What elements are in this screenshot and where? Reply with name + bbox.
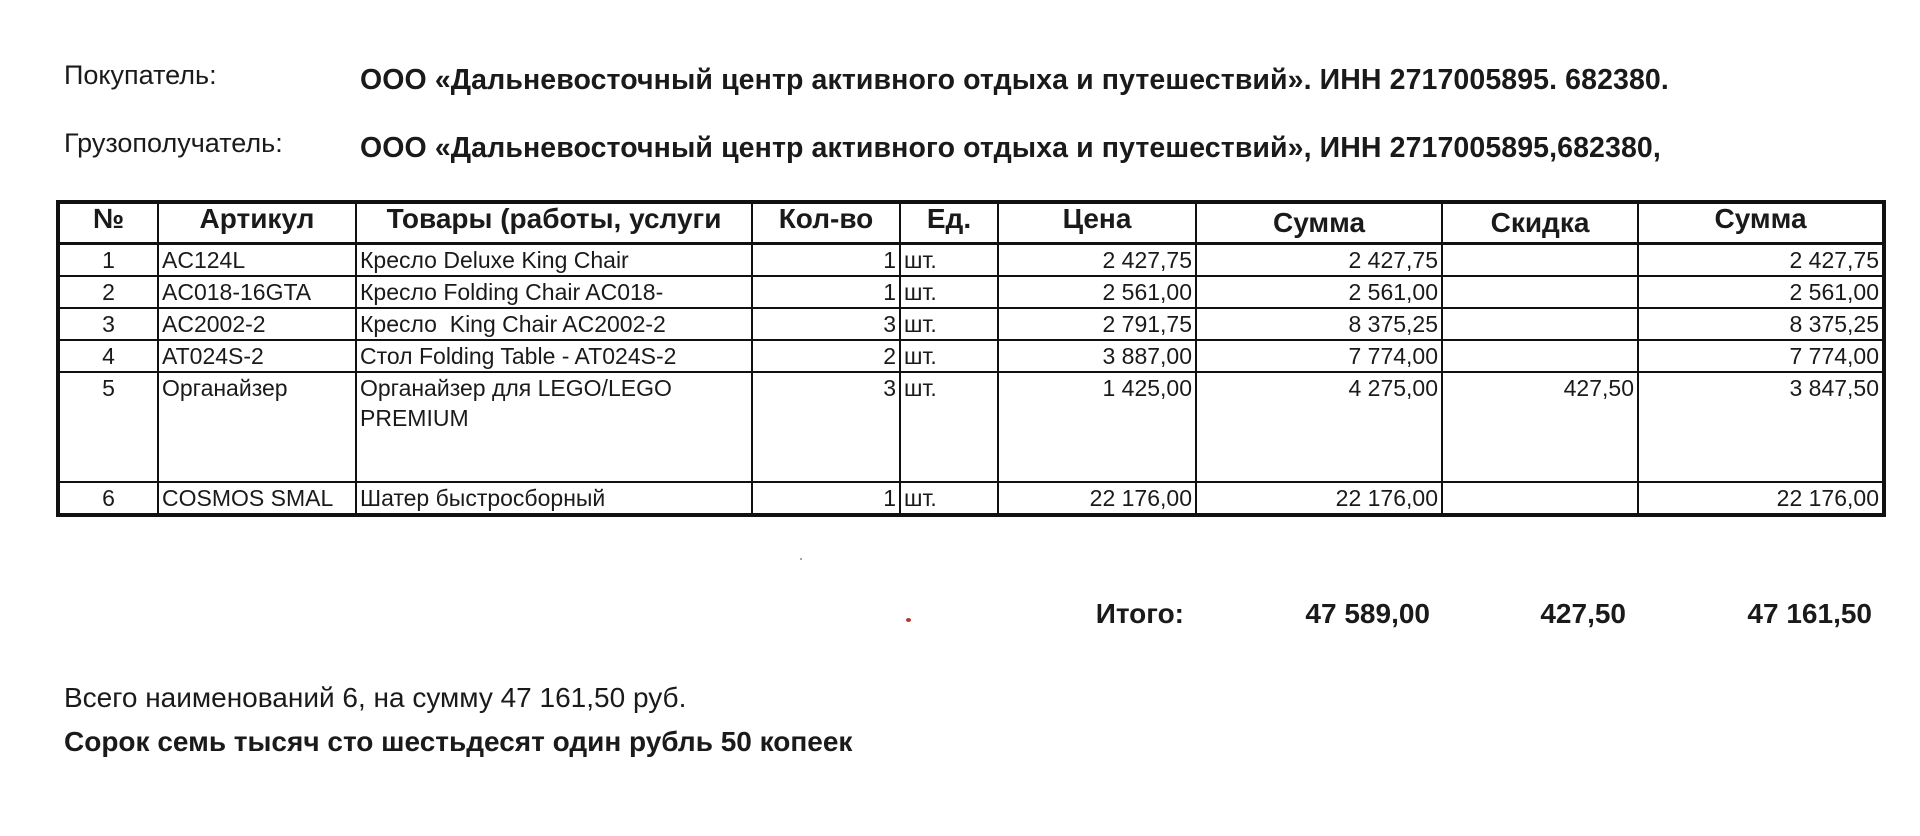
cell-discount: [1442, 340, 1638, 372]
cell-sum: 7 774,00: [1196, 340, 1442, 372]
cell-discount: [1442, 308, 1638, 340]
cell-price: 1 425,00: [998, 372, 1196, 482]
header-quantity: Кол-во: [752, 202, 900, 244]
cell-goods: Органайзер для LEGO/LEGO PREMIUM: [356, 372, 752, 482]
cell-price: 2 791,75: [998, 308, 1196, 340]
cell-price: 2 561,00: [998, 276, 1196, 308]
totals-row: [0, 598, 1920, 638]
header-article: Артикул: [158, 202, 356, 244]
cell-quantity: 1: [752, 276, 900, 308]
table-row: [58, 372, 1884, 482]
table-row: [58, 276, 1884, 308]
cell-number: 4: [58, 340, 158, 372]
consignee-value: ООО «Дальневосточный центр активного отдыха и путешествий», ИНН 2717005895,682380,: [360, 132, 1661, 164]
cell-number: 2: [58, 276, 158, 308]
cell-article: AC2002-2: [158, 308, 356, 340]
consignee-label: Грузополучатель:: [64, 128, 283, 158]
invoice-table: [56, 200, 1886, 517]
cell-article: COSMOS SMAL: [158, 482, 356, 515]
buyer-label: Покупатель:: [64, 60, 217, 90]
cell-sum: 4 275,00: [1196, 372, 1442, 482]
cell-sum: 2 427,75: [1196, 244, 1442, 277]
cell-goods: Шатер быстросборный: [356, 482, 752, 515]
cell-number: 5: [58, 372, 158, 482]
cell-unit: шт.: [900, 308, 998, 340]
cell-total: 3 847,50: [1638, 372, 1884, 482]
cell-article: AC124L: [158, 244, 356, 277]
header-sum: Сумма: [1196, 202, 1442, 244]
cell-quantity: 3: [752, 372, 900, 482]
header-number: №: [58, 202, 158, 244]
table-row: [58, 482, 1884, 515]
scan-speck: [906, 618, 911, 622]
cell-quantity: 3: [752, 308, 900, 340]
scan-speck: [800, 558, 802, 560]
cell-article: Органайзер: [158, 372, 356, 482]
cell-goods: Кресло Deluxe King Chair: [356, 244, 752, 277]
totals-label: Итого:: [1095, 598, 1184, 629]
header-goods: Товары (работы, услуги: [356, 202, 752, 244]
cell-quantity: 2: [752, 340, 900, 372]
cell-unit: шт.: [900, 340, 998, 372]
cell-number: 1: [58, 244, 158, 277]
cell-unit: шт.: [900, 372, 998, 482]
cell-number: 3: [58, 308, 158, 340]
table-row: [58, 308, 1884, 340]
buyer-value: ООО «Дальневосточный центр активного отдыха и путешествий». ИНН 2717005895. 682380.: [360, 64, 1669, 96]
cell-discount: 427,50: [1442, 372, 1638, 482]
cell-unit: шт.: [900, 244, 998, 277]
cell-number: 6: [58, 482, 158, 515]
cell-price: 3 887,00: [998, 340, 1196, 372]
cell-article: AC018-16GTA: [158, 276, 356, 308]
cell-price: 22 176,00: [998, 482, 1196, 515]
cell-discount: [1442, 276, 1638, 308]
cell-unit: шт.: [900, 276, 998, 308]
totals-sum: 47 589,00: [1305, 598, 1430, 629]
header-discount: Скидка: [1442, 202, 1638, 244]
cell-total: 2 427,75: [1638, 244, 1884, 277]
header-price: Цена: [998, 202, 1196, 244]
consignee-row: [64, 128, 1920, 172]
cell-sum: 8 375,25: [1196, 308, 1442, 340]
cell-price: 2 427,75: [998, 244, 1196, 277]
cell-goods: Кресло King Chair AC2002-2: [356, 308, 752, 340]
buyer-row: [64, 60, 1920, 104]
cell-discount: [1442, 482, 1638, 515]
cell-total: 8 375,25: [1638, 308, 1884, 340]
cell-quantity: 1: [752, 482, 900, 515]
cell-total: 22 176,00: [1638, 482, 1884, 515]
cell-quantity: 1: [752, 244, 900, 277]
totals-total: 47 161,50: [1747, 598, 1872, 629]
cell-article: AT024S-2: [158, 340, 356, 372]
cell-sum: 2 561,00: [1196, 276, 1442, 308]
cell-discount: [1442, 244, 1638, 277]
header-total: Сумма: [1638, 202, 1884, 244]
cell-total: 2 561,00: [1638, 276, 1884, 308]
summary-line: Всего наименований 6, на сумму 47 161,50 руб.: [64, 682, 687, 713]
header-unit: Ед.: [900, 202, 998, 244]
totals-discount: 427,50: [1540, 598, 1626, 629]
cell-total: 7 774,00: [1638, 340, 1884, 372]
amount-in-words: Сорок семь тысяч сто шестьдесят один рубль 50 копеек: [64, 726, 853, 757]
cell-goods: Стол Folding Table - AT024S-2: [356, 340, 752, 372]
cell-unit: шт.: [900, 482, 998, 515]
cell-goods: Кресло Folding Chair AC018-: [356, 276, 752, 308]
cell-sum: 22 176,00: [1196, 482, 1442, 515]
table-header-row: [58, 202, 1884, 244]
table-row: [58, 340, 1884, 372]
table-row: [58, 244, 1884, 277]
